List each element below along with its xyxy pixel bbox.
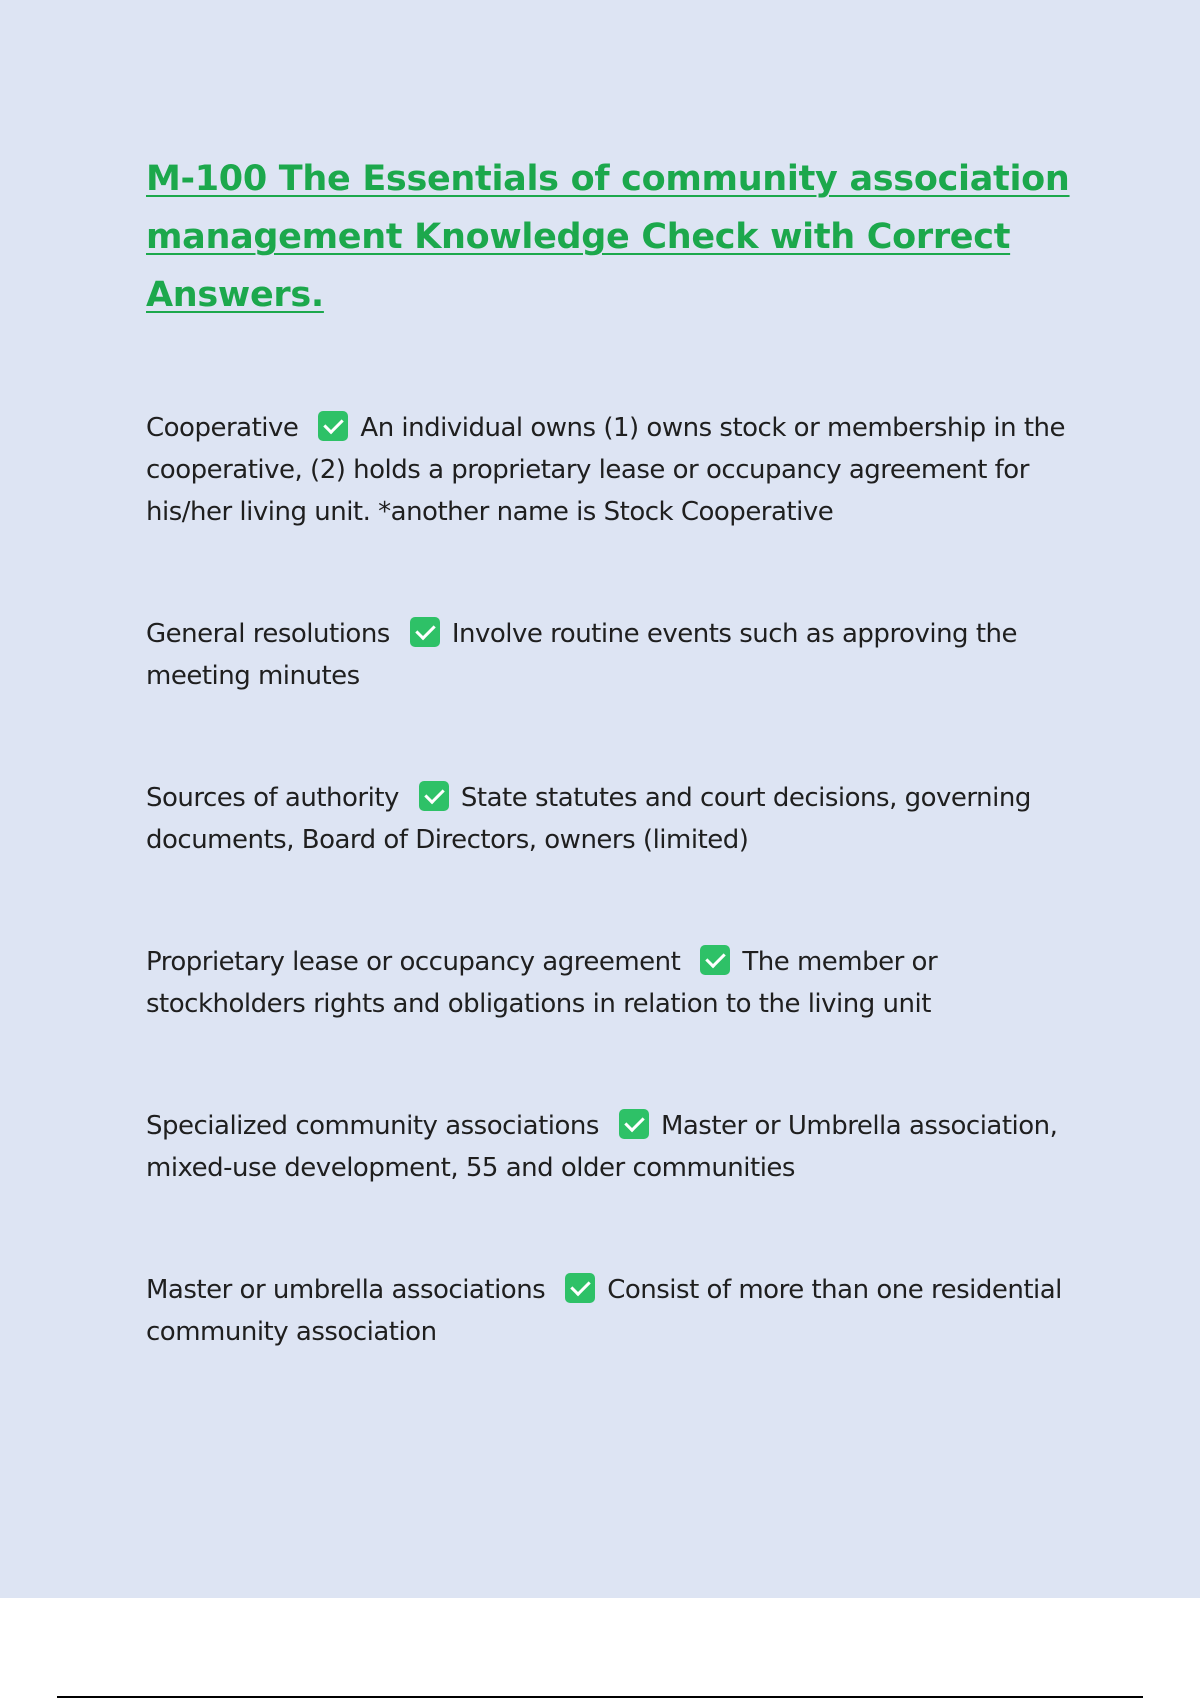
qa-list <box>146 407 1076 1353</box>
qa-term: Cooperative <box>146 413 299 443</box>
check-box-icon <box>318 411 348 441</box>
qa-answer: The member or stockholders rights and obligations in relation to the living unit <box>146 947 938 1019</box>
qa-answer: Master or Umbrella association, mixed-use development, 55 and older communities <box>146 1111 1058 1183</box>
qa-item-general-resolutions <box>146 613 1076 697</box>
check-box-icon <box>410 617 440 647</box>
check-box-icon <box>419 781 449 811</box>
qa-item-master-umbrella <box>146 1269 1076 1353</box>
footer-divider <box>57 1696 1143 1698</box>
qa-item-cooperative <box>146 407 1076 533</box>
document-content <box>146 150 1076 1433</box>
qa-answer: Involve routine events such as approving the meeting minutes <box>146 619 1017 691</box>
qa-term: Master or umbrella associations <box>146 1275 546 1305</box>
qa-answer: Consist of more than one residential community association <box>146 1275 1062 1347</box>
check-box-icon <box>700 945 730 975</box>
qa-item-specialized-associations <box>146 1105 1076 1189</box>
qa-answer: An individual owns (1) owns stock or membership in the cooperative, (2) holds a proprietary lease or occupancy agreement for his/her living unit. *another name is Stock Cooperative <box>146 413 1066 527</box>
check-box-icon <box>565 1273 595 1303</box>
check-box-icon <box>619 1109 649 1139</box>
qa-term: Proprietary lease or occupancy agreement <box>146 947 681 977</box>
qa-term: General resolutions <box>146 619 390 649</box>
qa-term: Specialized community associations <box>146 1111 599 1141</box>
qa-term: Sources of authority <box>146 783 399 813</box>
qa-answer: State statutes and court decisions, governing documents, Board of Directors, owners (limited) <box>146 783 1031 855</box>
qa-item-proprietary-lease <box>146 941 1076 1025</box>
qa-item-sources-of-authority <box>146 777 1076 861</box>
document-title: M-100 The Essentials of community association management Knowledge Check with Correct Answers. <box>146 159 1070 315</box>
